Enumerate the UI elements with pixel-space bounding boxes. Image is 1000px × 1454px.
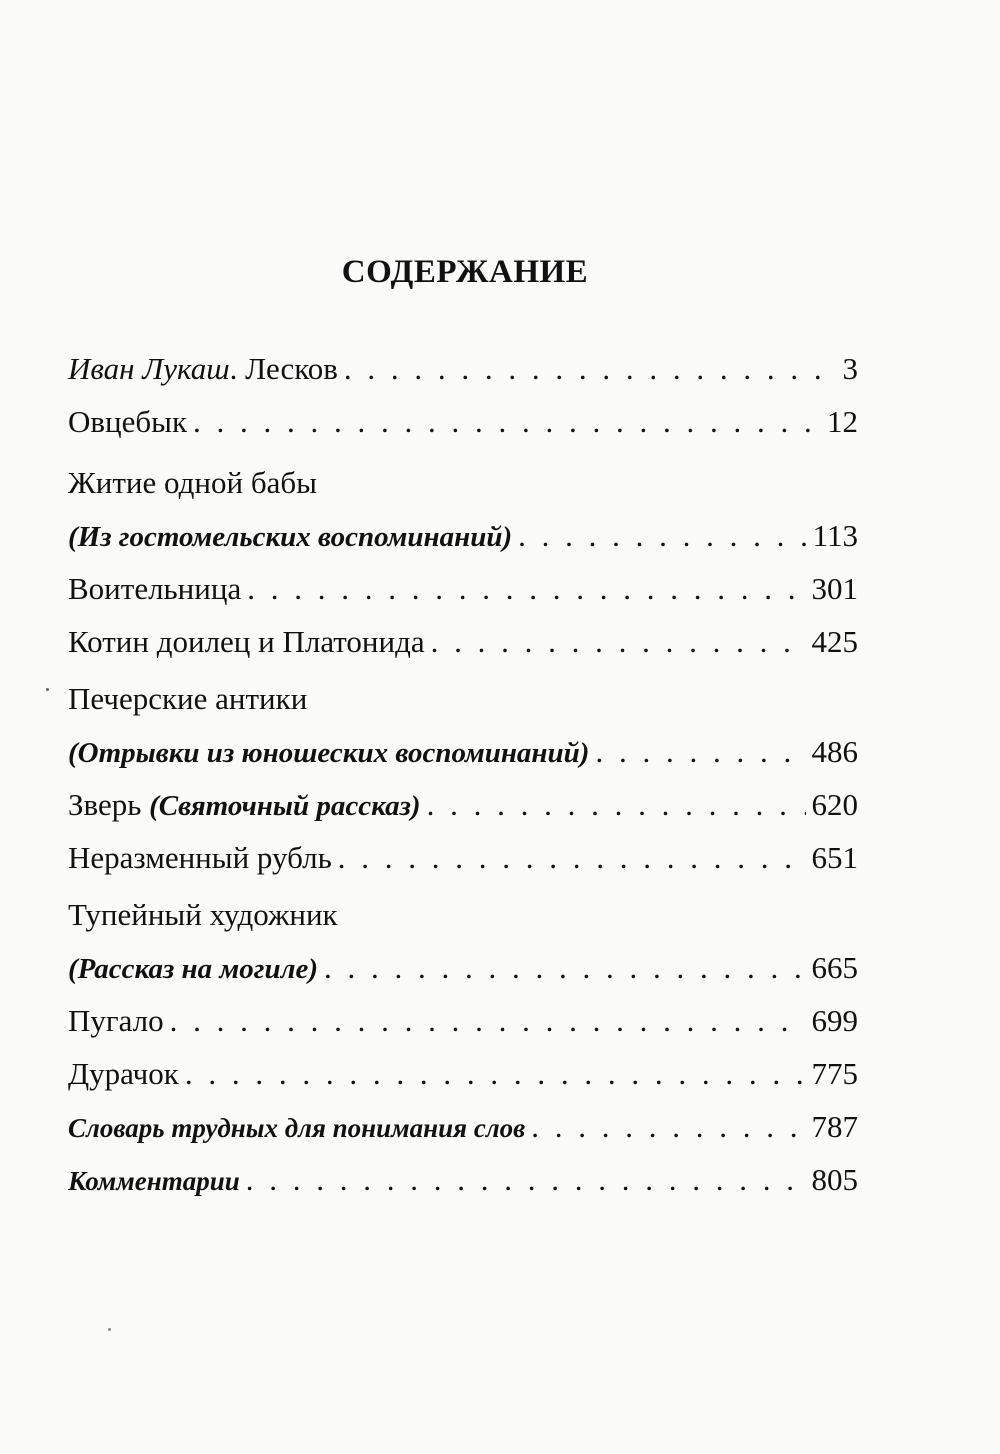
entry-page: 665 (811, 950, 858, 985)
entry-page: 113 (812, 518, 858, 553)
toc-entry[interactable] (68, 888, 858, 994)
entry-page: 651 (811, 840, 858, 875)
entry-author: Иван Лукаш (68, 351, 230, 386)
entry-page: 775 (811, 1056, 858, 1091)
dot-leader (170, 994, 806, 1047)
toc-entry[interactable] (68, 994, 858, 1047)
entry-title: Овцебык (68, 404, 188, 439)
entry-page: 787 (811, 1109, 858, 1144)
toc-entry[interactable] (68, 562, 858, 615)
entry-page: 425 (811, 624, 858, 659)
entry-title: Житие одной бабы (68, 465, 317, 500)
entry-title: Котин доилец и Платонида (68, 624, 425, 659)
toc-entry[interactable] (68, 672, 858, 778)
toc-entry[interactable] (68, 1047, 858, 1100)
dot-leader (518, 509, 807, 562)
entry-title: Комментарии (68, 1166, 240, 1196)
entry-page: 620 (811, 787, 858, 822)
entry-page: 699 (811, 1003, 858, 1038)
margin-mark (108, 1328, 111, 1331)
dot-leader (185, 1047, 806, 1100)
toc-entry[interactable] (68, 395, 858, 448)
toc-entry[interactable] (68, 831, 858, 884)
entry-title: Лесков (245, 351, 338, 386)
entry-title: Пугало (68, 1003, 164, 1038)
entry-title: Зверь (68, 787, 142, 822)
toc-entry[interactable] (68, 456, 858, 562)
entry-title: Воительница (68, 571, 242, 606)
dot-leader (324, 941, 805, 994)
entry-subtitle: (Из гостомельских воспоминаний) (68, 521, 513, 553)
entry-subtitle: (Рассказ на могиле) (68, 953, 319, 985)
toc-entry[interactable] (68, 342, 858, 395)
entry-title: Неразменный рубль (68, 840, 332, 875)
dot-leader (531, 1100, 805, 1153)
dot-leader (431, 615, 806, 668)
dot-leader (344, 342, 837, 395)
toc-entry[interactable] (68, 1153, 858, 1206)
entry-page: 3 (842, 351, 858, 386)
entry-page: 805 (811, 1162, 858, 1197)
dot-leader (427, 778, 806, 831)
dot-leader (247, 562, 805, 615)
dot-leader (193, 395, 821, 448)
entry-title: Печерские антики (68, 681, 308, 716)
table-of-contents (68, 342, 858, 1206)
toc-entry[interactable] (68, 615, 858, 668)
entry-page: 301 (811, 571, 858, 606)
toc-entry[interactable] (68, 1100, 858, 1153)
entry-subtitle: (Отрывки из юношеских воспоминаний) (68, 737, 590, 769)
entry-title: Словарь трудных для понимания слов (68, 1113, 526, 1143)
entry-page: 12 (827, 404, 858, 439)
dot-leader (338, 831, 806, 884)
margin-mark (46, 688, 49, 691)
toc-entry[interactable] (68, 778, 858, 831)
entry-title: Дурачок (68, 1056, 179, 1091)
entry-title: Тупейный художник (68, 897, 338, 932)
dot-leader (246, 1153, 806, 1206)
author-separator: . (229, 351, 246, 386)
entry-subtitle: (Святочный рассказ) (149, 790, 421, 822)
entry-page: 486 (811, 734, 858, 769)
toc-heading: СОДЕРЖАНИЕ (341, 254, 589, 291)
dot-leader (595, 725, 805, 778)
